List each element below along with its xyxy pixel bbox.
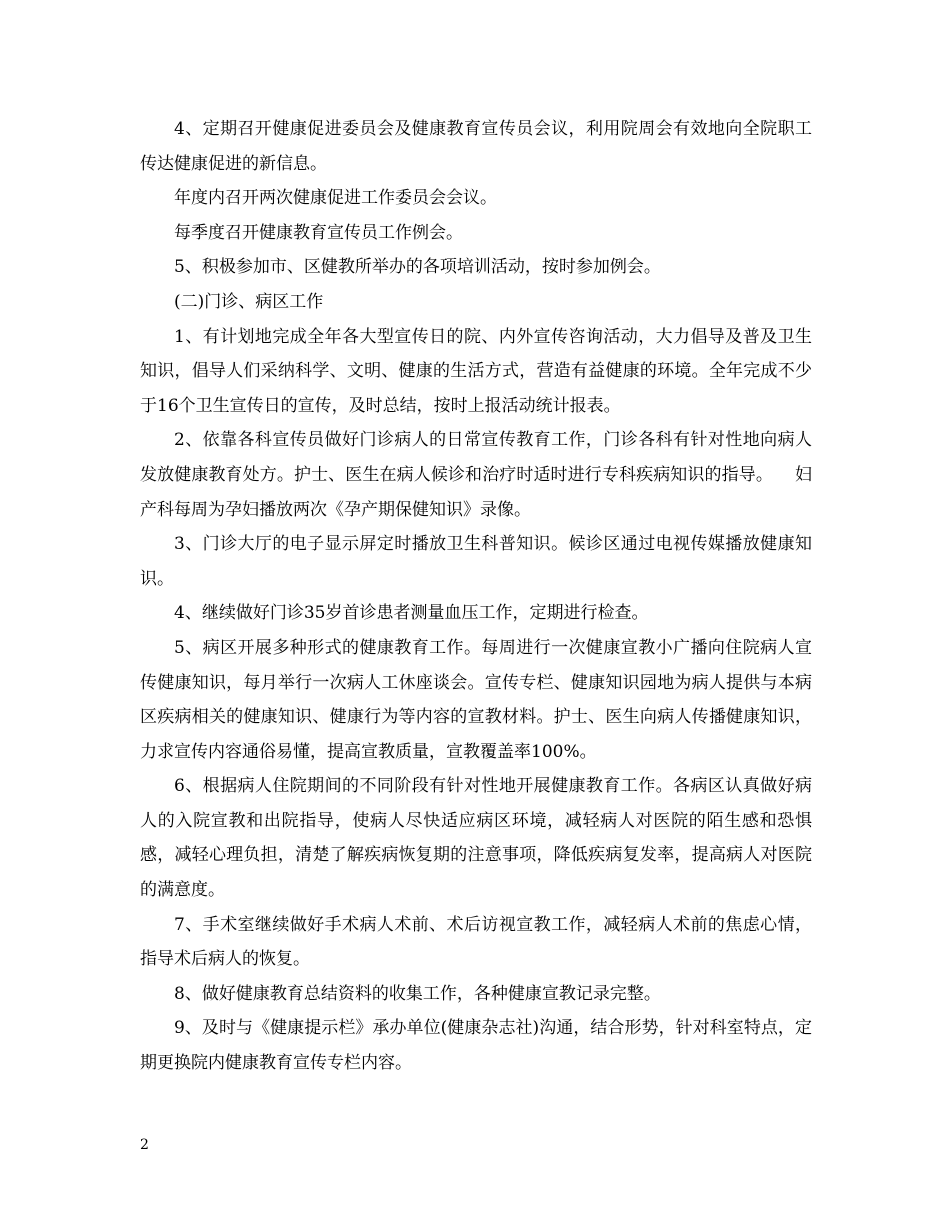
paragraph: 2、依靠各科宣传员做好门诊病人的日常宣传教育工作，门诊各科有针对性地向病人发放健康教育处方。护士、医生在病人候诊和治疗时适时进行专科疾病知识的指导。 妇产科每周为孕妇播放两次《孕产期保健知识》录像。	[140, 430, 812, 520]
paragraph: 9、及时与《健康提示栏》承办单位(健康杂志社)沟通，结合形势，针对科室特点，定期更换院内健康教育宣传专栏内容。	[140, 1018, 812, 1074]
paragraph: 5、病区开展多种形式的健康教育工作。每周进行一次健康宣教小广播向住院病人宣传健康知识，每月举行一次病人工休座谈会。宣传专栏、健康知识园地为病人提供与本病区疾病相关的健康知识、健康行为等内容的宣教材料。护士、医生向病人传播健康知识，力求宣传内容通俗易懂，提高宣教质量，宣教覆盖率100%。	[140, 637, 812, 762]
page-number: 2	[140, 1137, 149, 1153]
paragraph: 4、继续做好门诊35岁首诊患者测量血压工作，定期进行检查。	[174, 603, 649, 624]
section-heading: (二)门诊、病区工作	[174, 291, 324, 312]
paragraph: 8、做好健康教育总结资料的收集工作，各种健康宣教记录完整。	[174, 983, 661, 1004]
paragraph: 6、根据病人住院期间的不同阶段有针对性地开展健康教育工作。各病区认真做好病人的入院宣教和出院指导，使病人尽快适应病区环境，减轻病人对医院的陌生感和恐惧感，减轻心理负担，清楚了解疾病恢复期的注意事项，降低疾病复发率，提高病人对医院的满意度。	[140, 776, 812, 901]
paragraph: 年度内召开两次健康促进工作委员会会议。	[174, 188, 497, 209]
paragraph: 每季度召开健康教育宣传员工作例会。	[174, 222, 463, 243]
paragraph: 1、有计划地完成全年各大型宣传日的院、内外宣传咨询活动，大力倡导及普及卫生知识，倡导人们采纳科学、文明、健康的生活方式，营造有益健康的环境。全年完成不少于16个卫生宣传日的宣传，及时总结，按时上报活动统计报表。	[140, 326, 812, 416]
paragraph: 7、手术室继续做好手术病人术前、术后访视宣教工作，减轻病人术前的焦虑心情，指导术后病人的恢复。	[140, 914, 812, 970]
paragraph: 5、积极参加市、区健教所举办的各项培训活动，按时参加例会。	[174, 257, 661, 278]
paragraph: 3、门诊大厅的电子显示屏定时播放卫生科普知识。候诊区通过电视传媒播放健康知识。	[140, 534, 812, 589]
paragraph: 4、定期召开健康促进委员会及健康教育宣传员会议，利用院周会有效地向全院职工传达健康促进的新信息。	[140, 119, 812, 174]
document-body	[140, 112, 812, 1081]
